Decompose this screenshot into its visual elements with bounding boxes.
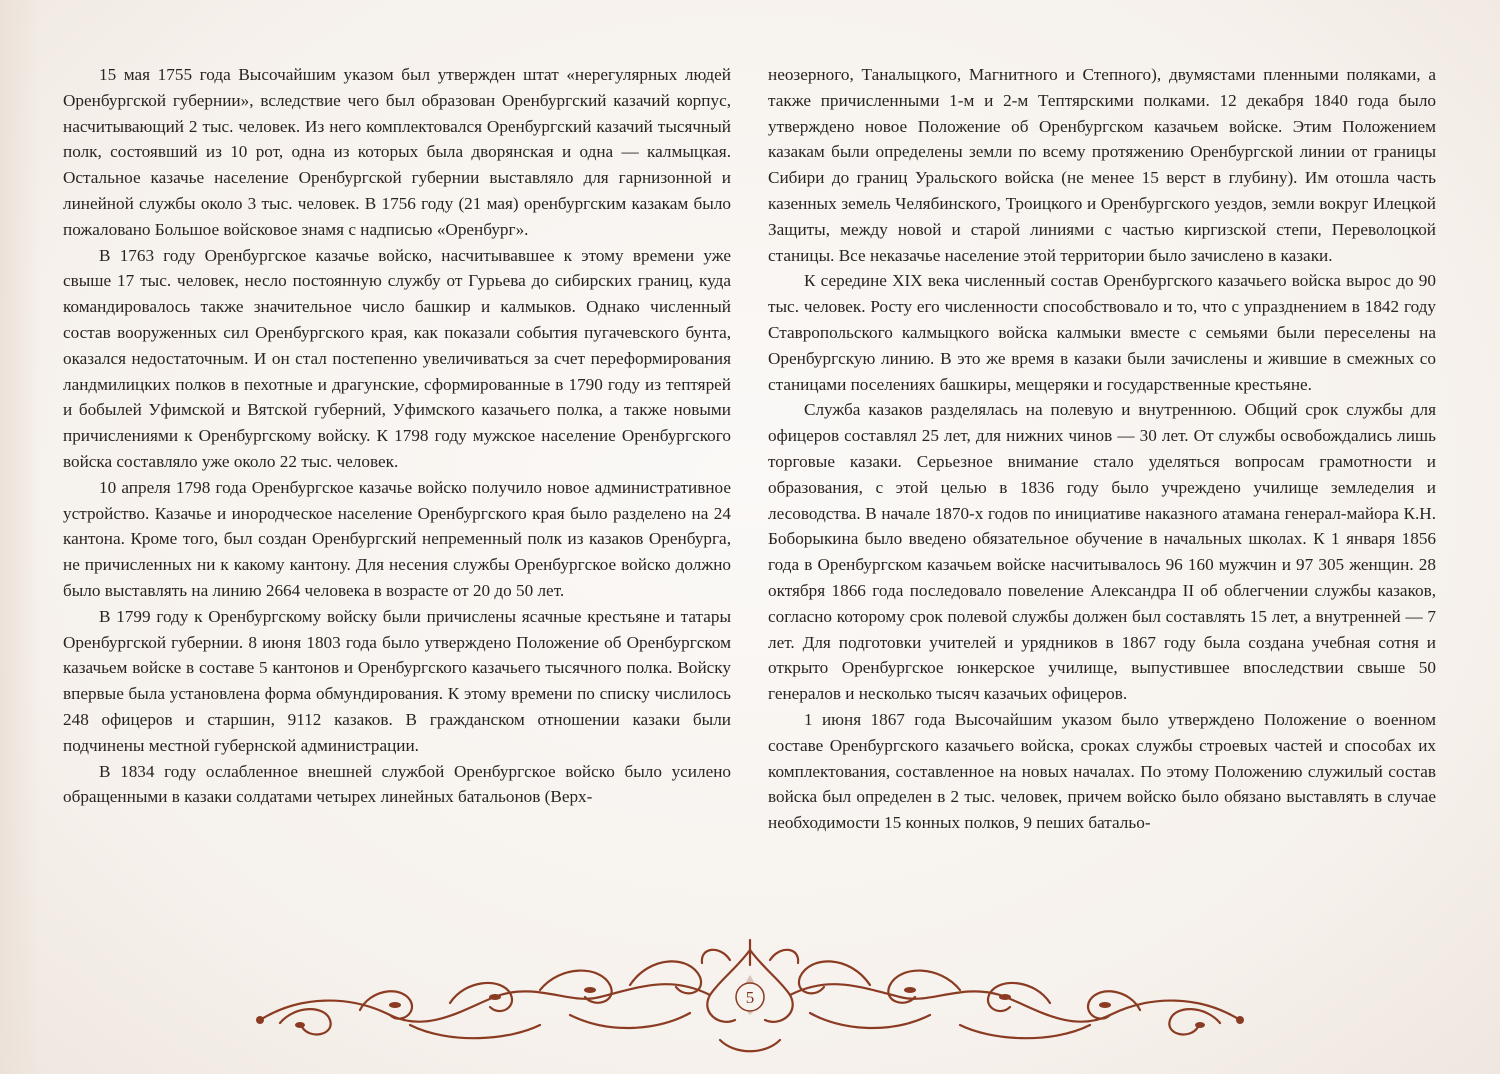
- paragraph: Служба казаков разделялась на полевую и внутреннюю. Общий срок службы для офицеров составлял 25 лет, для нижних чинов — 30 лет. От службы освобождались лишь торговые казаки. Серьезное внимание стало уделяться вопросам грамотности и образования, с этой целью в 1836 году было учреждено училище земледелия и лесоводства. В начале 1870-х годов по инициативе наказного атамана генерал-майора К.Н. Боборыкина было введено обязательное обучение в начальных школах. К 1 января 1856 года в Оренбургском казачьем войске насчитывалось 96 160 мужчин и 97 305 женщин. 28 октября 1866 года последовало повеление Александра II об облегчении службы казаков, согласно которому срок полевой службы должен был составлять 15 лет, а внутренней — 7 лет. Для подготовки учителей и урядников в 1867 году была создана учебная сотня и открыто Оренбургское юнкерское училище, выпустившее впоследствии свыше 50 генералов и несколько тысяч казачьих офицеров.: [768, 400, 1436, 704]
- page-number: 5: [745, 988, 755, 1007]
- footer-ornament: [240, 935, 1260, 1060]
- paragraph: В 1763 году Оренбургское казачье войско, насчитывавшее к этому времени уже свыше 17 тыс. человек, несло постоянную службу от Гурьева до сибирских границ, куда командировалось также значительное число башкир и калмыков. Однако численный состав вооруженных сил Оренбургского края, как показали события пугачевского бунта, оказался недостаточным. И он стал постепенно увеличиваться за счет переформирования ландмилицких полков в пехотные и драгунские, сформированные в 1790 году из тептярей и бобылей Уфимской и Вятской губерний, Уфимского казачьего полка, а также новыми причислениями к Оренбургскому войску. К 1798 году мужское население Оренбургского войска составляло уже около 22 тыс. человек.: [63, 245, 731, 471]
- paragraph: В 1799 году к Оренбургскому войску были причислены ясачные крестьяне и татары Оренбургской губернии. 8 июня 1803 года было утверждено Положение об Оренбургском казачьем войске в составе 5 кантонов и Оренбургского казачьего тысячного полка. Войску впервые была установлена форма обмундирования. К этому времени по списку числилось 248 офицеров и старшин, 9112 казаков. В гражданском отношении казаки были подчинены местной губернской администрации.: [63, 606, 731, 755]
- paragraph-continuation: неозерного, Таналыцкого, Магнитного и Степного), двумястами пленными поляками, а также причисленными 1-м и 2-м Тептярскими полками. 12 декабря 1840 года было утверждено новое Положение об Оренбургском казачьем войске. Этим Положением казакам были определены земли по всему протяжению Оренбургской линии от границы Сибири до границ Уральского войска (не менее 15 верст в глубину). Им отошла часть казенных земель Челябинского, Троицкого и Оренбургского уездов, земли вокруг Илецкой Защиты, между новой и старой линиями с частью киргизской степи, Переволоцкой станицы. Все неказачье население этой территории было зачислено в казаки.: [768, 65, 1436, 265]
- paragraph: К середине XIX века численный состав Оренбургского казачьего войска вырос до 90 тыс. человек. Росту его численности способствовало и то, что с упразднением в 1842 году Ставропольского калмыцкого войска калмыки вместе с семьями были переселены на Оренбургскую линию. В это же время в казаки были зачислены и жившие в смежных со станицами поселениях башкиры, мещеряки и государственные крестьяне.: [768, 271, 1436, 394]
- paragraph: 1 июня 1867 года Высочайшим указом было утверждено Положение о военном составе Оренбургского казачьего войска, сроках службы строевых частей и способах их комплектования, составленное на новых началах. По этому Положению служилый состав войска был определен в 2 тыс. человек, причем войско было обязано выставлять в случае необходимости 15 конных полков, 9 пеших батальо-: [768, 709, 1436, 833]
- page-edge-shadow: [0, 0, 40, 1074]
- left-text-column: [63, 62, 731, 810]
- right-text-column: [768, 62, 1436, 836]
- paragraph: В 1834 году ослабленное внешней службой Оренбургское войско было усилено обращенными в казаки солдатами четырех линейных батальонов (Верх-: [63, 761, 731, 807]
- paragraph: 10 апреля 1798 года Оренбургское казачье войско получило новое административное устройство. Казачье и инородческое население Оренбургского края было разделено на 24 кантона. Кроме того, был создан Оренбургский непременный полк из казаков Оренбурга, не причисленных ни к какому кантону. Для несения службы Оренбургское войско должно было выставлять на линию 2664 человека в возрасте от 20 до 50 лет.: [63, 477, 731, 600]
- paragraph: 15 мая 1755 года Высочайшим указом был утвержден штат «нерегулярных людей Оренбургской губернии», вследствие чего был образован Оренбургский казачий корпус, насчитывающий 2 тыс. человек. Из него комплектовался Оренбургский казачий тысячный полк, состоявший из 10 рот, одна из которых была дворянская и одна — калмыцкая. Остальное казачье население Оренбургской губернии выставляло для гарнизонной и линейной службы около 3 тыс. человек. В 1756 году (21 мая) оренбургским казакам было пожаловано Большое войсковое знамя с надписью «Оренбург».: [63, 65, 731, 239]
